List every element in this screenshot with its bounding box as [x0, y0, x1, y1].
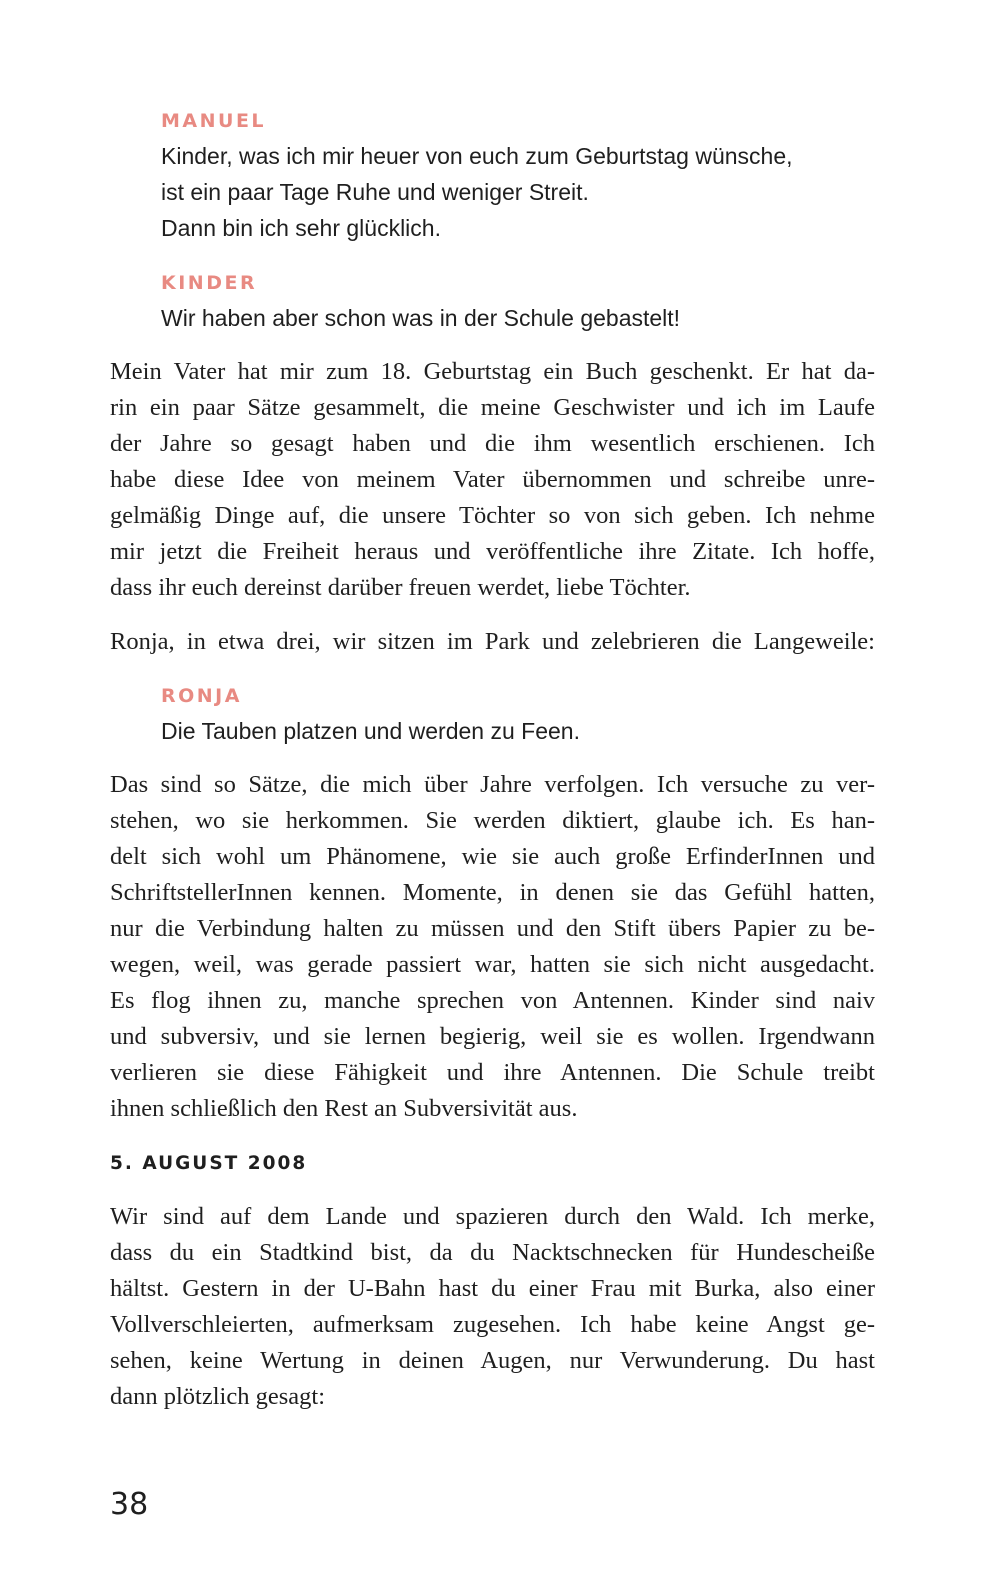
text-line: dann plötzlich gesagt:: [110, 1383, 325, 1410]
paragraph-birthday-book: [110, 354, 875, 606]
dialogue-kinder: [161, 300, 881, 336]
dialogue-line: ist ein paar Tage Ruhe und weniger Streit.: [161, 179, 589, 205]
text-line: gelmäßig Dinge auf, die unsere Töchter so von sich geben. Ich nehme: [110, 502, 875, 529]
text-line: verlieren sie diese Fähigkeit und ihre Antennen. Die Schule treibt: [110, 1059, 875, 1086]
text-line: rin ein paar Sätze gesammelt, die meine Geschwister und ich im Laufe: [110, 394, 875, 421]
text-line: SchriftstellerInnen kennen. Momente, in denen sie das Gefühl hatten,: [110, 879, 875, 906]
text-line: habe diese Idee von meinem Vater übernommen und schreibe unre-: [110, 466, 875, 493]
dialogue-line: Die Tauben platzen und werden zu Feen.: [161, 718, 580, 744]
text-line: Mein Vater hat mir zum 18. Geburtstag ein Buch geschenkt. Er hat da-: [110, 358, 875, 385]
text-line: Es flog ihnen zu, manche sprechen von Antennen. Kinder sind naiv: [110, 987, 875, 1014]
speaker-label-kinder: KINDER: [161, 272, 258, 294]
text-line: mir jetzt die Freiheit heraus und veröffentliche ihre Zitate. Ich hoffe,: [110, 538, 875, 565]
dialogue-ronja: [161, 713, 881, 749]
dialogue-line: Wir haben aber schon was in der Schule gebastelt!: [161, 305, 681, 331]
page-number: 38: [110, 1487, 149, 1522]
text-line: dass ihr euch dereinst darüber freuen werdet, liebe Töchter.: [110, 574, 691, 601]
text-line: hältst. Gestern in der U-Bahn hast du einer Frau mit Burka, also einer: [110, 1275, 875, 1302]
text-line: der Jahre so gesagt haben und die ihm wesentlich erschienen. Ich: [110, 430, 875, 457]
dialogue-manuel: [161, 138, 881, 246]
text-line: Wir sind auf dem Lande und spazieren durch den Wald. Ich merke,: [110, 1203, 875, 1230]
text-line: stehen, wo sie herkommen. Sie werden diktiert, glaube ich. Es han-: [110, 807, 875, 834]
speaker-label-ronja: RONJA: [161, 685, 242, 707]
text-line: wegen, weil, was gerade passiert war, hatten sie sich nicht ausgedacht.: [110, 951, 875, 978]
text-line: Das sind so Sätze, die mich über Jahre verfolgen. Ich versuche zu ver-: [110, 771, 875, 798]
text-line: und subversiv, und sie lernen begierig, weil sie es wollen. Irgendwann: [110, 1023, 875, 1050]
date-heading: 5. AUGUST 2008: [110, 1153, 308, 1174]
text-line: sehen, keine Wertung in deinen Augen, nur Verwunderung. Du hast: [110, 1347, 875, 1374]
text-line: ihnen schließlich den Rest an Subversivität aus.: [110, 1095, 578, 1122]
text-line: nur die Verbindung halten zu müssen und den Stift übers Papier zu be-: [110, 915, 875, 942]
paragraph-ronja-intro: [110, 624, 875, 660]
paragraph-antennas: [110, 767, 875, 1127]
dialogue-line: Dann bin ich sehr glücklich.: [161, 215, 441, 241]
dialogue-line: Kinder, was ich mir heuer von euch zum Geburtstag wünsche,: [161, 143, 793, 169]
text-line: delt sich wohl um Phänomene, wie sie auch große ErfinderInnen und: [110, 843, 875, 870]
paragraph-forest-walk: [110, 1199, 875, 1415]
speaker-label-manuel: MANUEL: [161, 110, 267, 132]
text-line: Ronja, in etwa drei, wir sitzen im Park und zelebrieren die Langeweile:: [110, 628, 875, 655]
text-line: dass du ein Stadtkind bist, da du Nacktschnecken für Hundescheiße: [110, 1239, 875, 1266]
text-line: Vollverschleierten, aufmerksam zugesehen. Ich habe keine Angst ge-: [110, 1311, 875, 1338]
